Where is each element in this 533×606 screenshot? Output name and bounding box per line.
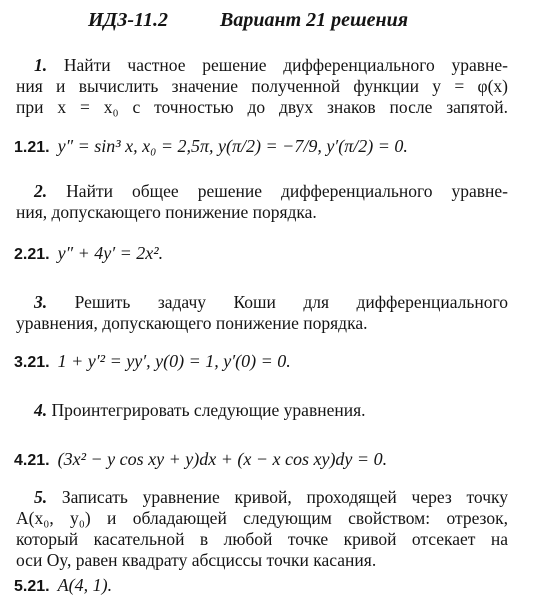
exercise-formula: y″ = sin³ x, x₀ = 2,5π, y(π/2) = −7/9, y′(π/2) = 0. <box>57 136 408 156</box>
task-4 <box>16 400 508 421</box>
task-line: оси Oy, равен квадрату абсциссы точки касания. <box>16 550 377 570</box>
task-line: A(x₀, y₀) и обладающей следующим свойством: отрезок, <box>16 508 508 528</box>
task-line <box>16 292 508 313</box>
task-line: ния и вычислить значение полученной функции y = φ(x) <box>16 76 508 96</box>
task-text: Найти частное решение дифференциального уравне- <box>63 55 508 75</box>
task-text: Решить задачу Коши для дифференциального <box>74 292 508 312</box>
exercise-4 <box>14 449 387 470</box>
document-header <box>0 7 533 37</box>
task-line <box>16 400 508 421</box>
task-2 <box>16 181 508 223</box>
task-text: Проинтегрировать следующие уравнения. <box>51 400 366 420</box>
task-line: уравнения, допускающего понижение порядка. <box>16 313 368 333</box>
task-1 <box>16 55 508 118</box>
task-number: 1. <box>34 55 48 75</box>
task-line: при x = x₀ с точностью до двух знаков после запятой. <box>16 97 508 117</box>
exercise-formula: A(4, 1). <box>57 575 113 595</box>
exercise-number: 3.21. <box>14 354 50 371</box>
exercise-formula: 1 + y′² = yy′, y(0) = 1, y′(0) = 0. <box>57 351 291 371</box>
task-number: 2. <box>34 181 48 201</box>
task-text: Записать уравнение кривой, проходящей через точку <box>61 487 509 507</box>
exercise-formula: (3x² − y cos xy + y)dx + (x − x cos xy)dy = 0. <box>57 449 388 469</box>
exercise-number: 2.21. <box>14 246 50 263</box>
task-line: ния, допускающего понижение порядка. <box>16 202 317 222</box>
exercise-5 <box>14 575 112 596</box>
task-number: 4. <box>34 400 48 420</box>
exercise-1 <box>14 136 408 157</box>
task-number: 5. <box>34 487 48 507</box>
exercise-number: 4.21. <box>14 452 50 469</box>
exercise-3 <box>14 351 291 372</box>
variant-title: Вариант 21 решения <box>220 9 409 31</box>
task-5 <box>16 487 508 571</box>
exercise-2 <box>14 243 163 264</box>
exercise-number: 1.21. <box>14 139 50 156</box>
task-line <box>16 55 508 76</box>
assignment-code: ИДЗ-11.2 <box>88 9 168 31</box>
exercise-number: 5.21. <box>14 578 50 595</box>
task-number: 3. <box>34 292 48 312</box>
task-line: который касательной в любой точке кривой отсекает на <box>16 529 508 549</box>
exercise-formula: y″ + 4y′ = 2x². <box>57 243 164 263</box>
task-3 <box>16 292 508 334</box>
task-line <box>16 487 508 508</box>
task-line <box>16 181 508 202</box>
task-text: Найти общее решение дифференциального уравне- <box>66 181 508 201</box>
